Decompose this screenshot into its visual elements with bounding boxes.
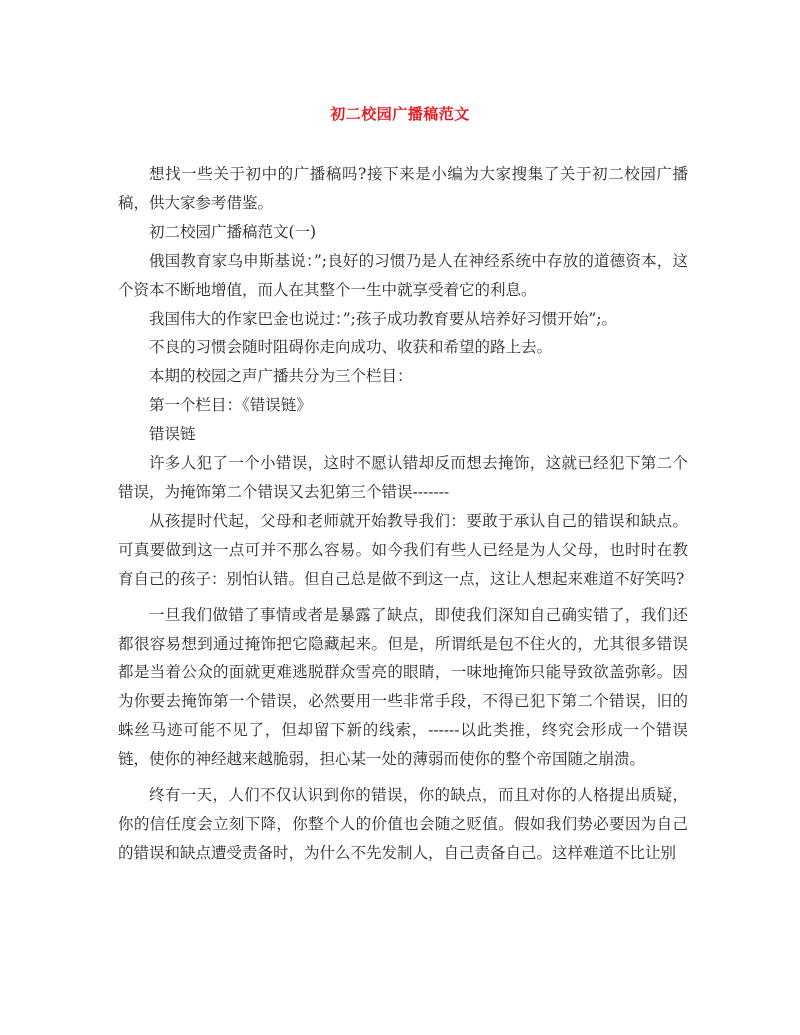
paragraph-column-title: 错误链 [149,425,196,444]
paragraph-concealment: 一旦我们做错了事情或者是暴露了缺点，即使我们深知自己确实错了，我们还都很容易想到通过掩饰把它隐藏起来。但是，所谓纸是包不住火的，尤其很多错误都是当着公众的面就更难逃脱群众雪亮的眼睛，一味地掩饰只能导致欲盖弥彰。因为你要去掩饰第一个错误，必然要用一些非常手段，不得已犯下第二个错误，旧的蛛丝马迹可能不见了，但却留下新的线索，------以此类推，终究会形成一个错误链，使你的神经越来越脆弱，担心某一处的薄弱而使你的整个帝国随之崩溃。 [118,605,688,769]
paragraph-quote-ushinsky: 俄国教育家乌申斯基说：”;良好的习惯乃是人在神经系统中存放的道德资本，这个资本不断地增值，而人在其整个一生中就享受着它的利息。 [118,251,688,299]
document-body [118,160,688,868]
paragraph-quote-bajin: 我国伟大的作家巴金也说过：”;孩子成功教育要从培养好习惯开始”;。 [149,309,618,328]
paragraph-trust: 终有一天，人们不仅认识到你的错误，你的缺点，而且对你的人格提出质疑，你的信任度会立刻下降，你整个人的价值也会随之贬值。假如我们势必要因为自己的错误和缺点遭受责备时，为什么不先发制人，自己责备自己。这样难道不比让别 [118,786,688,862]
paragraph-program-intro: 本期的校园之声广播共分为三个栏目： [149,367,413,386]
paragraph-error-chain: 许多人犯了一个小错误，这时不愿认错却反而想去掩饰，这就已经犯下第二个错误，为掩饰第二个错误又去犯第三个错误------- [118,454,688,501]
document-title: 初二校园广播稿范文 [330,105,470,123]
paragraph-bad-habits: 不良的习惯会随时阻碍你走向成功、收获和希望的路上去。 [149,338,553,357]
paragraph-first-column: 第一个栏目：《错误链》 [149,396,312,415]
paragraph-intro: 想找一些关于初中的广播稿吗?接下来是小编为大家搜集了关于初二校园广播稿，供大家参考借鉴。 [118,165,688,212]
paragraph-section-heading: 初二校园广播稿范文(一) [149,222,317,241]
paragraph-childhood: 从孩提时代起，父母和老师就开始教导我们：要敢于承认自己的错误和缺点。可真要做到这一点可并不那么容易。如今我们有些人已经是为人父母，也时时在教育自己的孩子：别怕认错。但自己总是做不到这一点，这让人想起来难道不好笑吗? [118,511,688,588]
